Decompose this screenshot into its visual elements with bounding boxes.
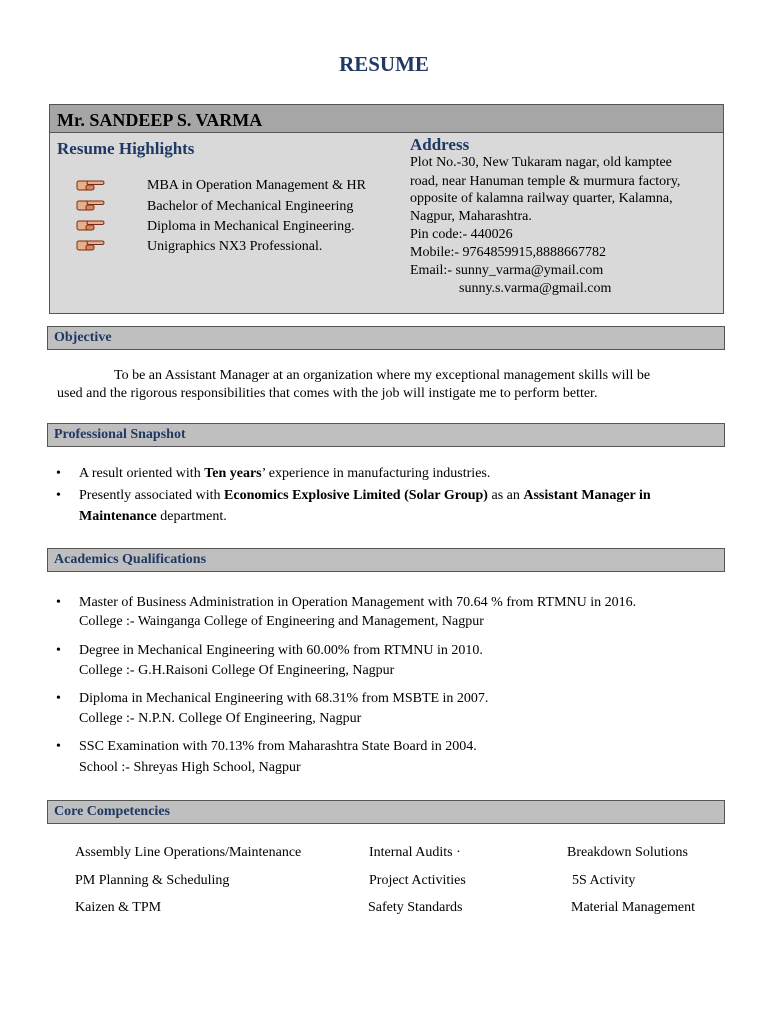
competency-item: Safety Standards [368,900,463,915]
qualification-line: Degree in Mechanical Engineering with 60.00% from RTMNU in 2010. [79,643,483,658]
objective-heading: Objective [54,330,112,345]
competency-item: Breakdown Solutions [567,845,688,860]
highlights-heading: Resume Highlights [57,139,195,158]
address-line: Plot No.-30, New Tukaram nagar, old kamptee [410,155,672,170]
objective-bar [47,326,725,350]
academics-heading: Academics Qualifications [54,552,207,567]
email-primary: Email:- sunny_varma@ymail.com [410,263,604,278]
competency-item: 5S Activity [572,873,636,888]
bullet: • [56,595,61,610]
highlight-item: Unigraphics NX3 Professional. [147,239,323,254]
competency-item: Project Activities [369,873,466,888]
qualification-line: Diploma in Mechanical Engineering with 68.31% from MSBTE in 2007. [79,691,489,706]
highlight-item: Diploma in Mechanical Engineering. [147,219,355,234]
resume-title: RESUME [339,52,429,76]
pointing-hand-icon [76,238,106,252]
qualification-line: SSC Examination with 70.13% from Maharashtra State Board in 2004. [79,739,477,754]
institution-line: College :- Wainganga College of Engineering and Management, Nagpur [79,614,484,629]
objective-text-line: used and the rigorous responsibilities that comes with the job will instigate me to perform better. [57,386,598,401]
competency-item: Assembly Line Operations/Maintenance [75,845,302,860]
institution-line: College :- G.H.Raisoni College Of Engineering, Nagpur [79,663,395,678]
qualification-line: Master of Business Administration in Operation Management with 70.64 % from RTMNU in 2016. [79,595,637,610]
candidate-name: Mr. SANDEEP S. VARMA [57,110,263,130]
highlight-item: Bachelor of Mechanical Engineering [147,199,354,214]
address-line: Nagpur, Maharashtra. [410,209,532,224]
bullet: • [56,488,61,503]
snapshot-item-continued: Maintenance department. [79,509,227,524]
competencies-heading: Core Competencies [54,804,170,819]
pointing-hand-icon [76,218,106,232]
bullet: • [56,643,61,658]
competency-item: PM Planning & Scheduling [75,873,230,888]
competency-item: Kaizen & TPM [75,900,162,915]
institution-line: College :- N.P.N. College Of Engineering, Nagpur [79,711,362,726]
pointing-hand-icon [76,178,106,192]
bullet: • [56,691,61,706]
objective-text-line: To be an Assistant Manager at an organization where my exceptional management skills will be [114,368,651,383]
bullet: • [56,739,61,754]
mobile-number: Mobile:- 9764859915,8888667782 [410,245,606,260]
pin-code: Pin code:- 440026 [410,227,513,242]
institution-line: School :- Shreyas High School, Nagpur [79,760,301,775]
address-line: road, near Hanuman temple & murmura factory, [410,174,681,189]
snapshot-heading: Professional Snapshot [54,427,186,442]
bullet: • [56,466,61,481]
pointing-hand-icon [76,198,106,212]
competency-item: Material Management [571,900,696,915]
competency-item: Internal Audits · [369,845,461,860]
email-secondary: sunny.s.varma@gmail.com [459,281,612,296]
highlight-item: MBA in Operation Management & HR [147,178,366,193]
snapshot-item: A result oriented with Ten years’ experience in manufacturing industries. [79,466,491,481]
snapshot-item: Presently associated with Economics Explosive Limited (Solar Group) as an Assistant Manager in [79,488,651,503]
address-heading: Address [410,135,470,154]
address-line: opposite of kalamna railway quarter, Kalamna, [410,191,673,206]
